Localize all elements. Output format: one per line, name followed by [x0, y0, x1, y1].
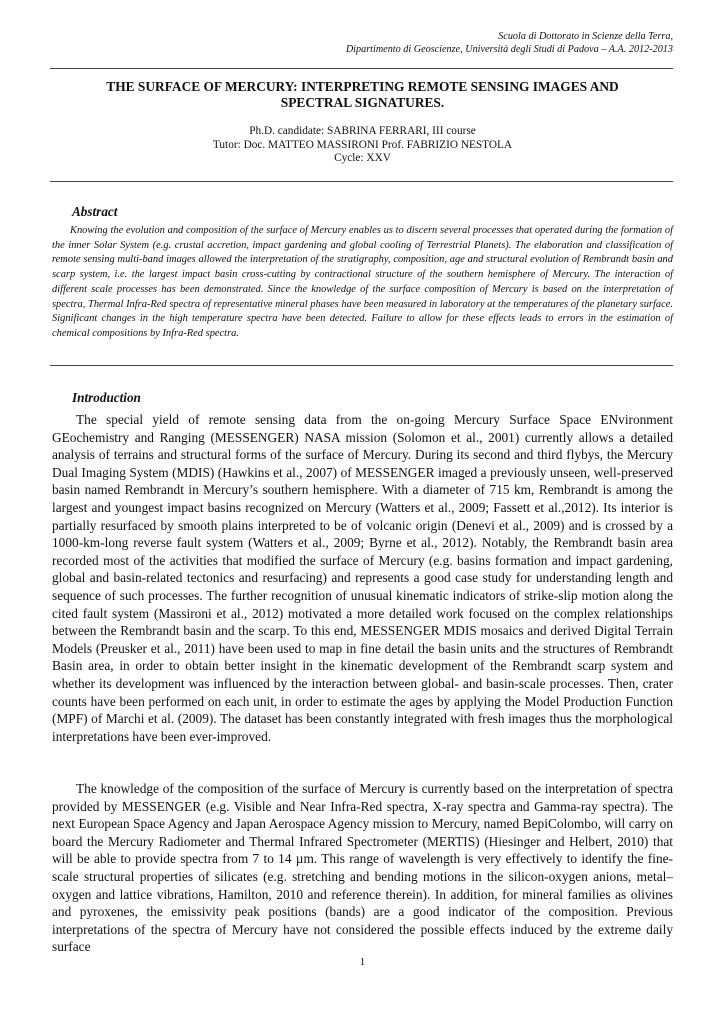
header-divider: [50, 68, 673, 69]
abstract-top-divider: [50, 181, 673, 182]
abstract-body: Knowing the evolution and composition of the surface of Mercury enables us to discern several processes that operated during the formation of the inner Solar System (e.g. crustal accretion, impact gardening and global cooling of Terrestrial Planets). The elaboration and classification of remote sensing multi-band images allowed the interpretation of the stratigraphy, composition, age and structural evolution of Rembrandt basin and scarp system, i.e. the largest impact basin cross-cutting by contractional structure of the southern hemisphere of Mercury. The interaction of different scale processes has been demonstrated. Since the knowledge of the surface composition of Mercury is based on the interpretation of spectra, Thermal Infra-Red spectra of representative mineral phases have been measured in laboratory at the temperatures of the planetary surface. Significant changes in the high temperature spectra have been detected. Failure to allow for these effects leads to errors in the estimation of chemical compositions by Infra-Red spectra.: [52, 225, 673, 339]
page-header: [50, 30, 673, 56]
introduction-paragraph-2: The knowledge of the composition of the surface of Mercury is currently based on the interpretation of spectra provided by MESSENGER (e.g. Visible and Near Infra-Red spectra, X-ray spectra and Gamma-ray spectra). The next European Space Agency and Japan Aerospace Agency mission to Mercury, named BepiColombo, will carry on board the Mercury Radiometer and Thermal Infrared Spectrometer (MERTIS) (Hiesinger and Helbert, 2010) that will be able to provide spectra from 7 to 14 µm. This range of wavelength is very effectively to identify the fine-scale structural properties of silicates (e.g. stretching and bending motions in the silicon-oxygen anions, metal–oxygen and lattice vibrations, Hamilton, 2010 and reference therein). In addition, for mineral families as olivines and pyroxenes, the emissivity peak positions (bands) are a good indicator of the composition. Previous interpretations of the spectra of Mercury have not considered the possible effects induced by the extreme daily surface: [52, 781, 673, 955]
header-school: Scuola di Dottorato in Scienze della Terra,: [498, 31, 673, 42]
page-number: 1: [359, 956, 366, 968]
abstract-bottom-divider: [50, 365, 673, 366]
header-department: Dipartimento di Geoscienze, Università degli Studi di Padova – A.A. 2012-2013: [345, 44, 673, 55]
author-block: [60, 125, 665, 166]
introduction-paragraph-1: The special yield of remote sensing data from the on-going Mercury Surface Space ENvironment GEochemistry and Ranging (MESSENGER) NASA mission (Solomon et al., 2001) currently allows a detailed analysis of terrains and structural forms of the surface of Mercury. During its second and third flybys, the Mercury Dual Imaging System (MDIS) (Hawkins et al., 2007) of MESSENGER imaged a previously unseen, well-preserved basin named Rembrandt in Mercury’s southern hemisphere. With a diameter of 715 km, Rembrandt is among the largest and youngest impact basins recognized on Mercury (Watters et al., 2009; Fassett et al.,2012). Its interior is partially resurfaced by smooth plains interpreted to be of volcanic origin (Denevi et al., 2009) and is crossed by a 1000-km-long reverse fault system (Watters et al., 2009; Byrne et al., 2012). Notably, the Rembrandt basin area recorded most of the activities that modified the surface of Mercury (e.g. basins formation and impact gardening, global and basin-related tectonics and resurfacing) and represents a good case study for understanding length and sequence of such processes. The further recognition of unusual kinematic indicators of strike-slip motion along the cited fault system (Massironi et al., 2012) motivated a more detailed work focused on the complex relationships between the Rembrandt basin and the scarp. To this end, MESSENGER MDIS mosaics and derived Digital Terrain Models (Preusker et al., 2011) have been used to map in fine detail the basin units and the structures of Rembrandt Basin area, in order to obtain better insight in the kinematic development of the Rembrandt scarp system and whether its development was influenced by the interaction between global- and basin-scale processes. Then, crater counts have been performed on each unit, in order to estimate the ages by applying the Model Production Function (MPF) of Marchi et al. (2009). The dataset has been constantly integrated with fresh images thus the morphological interpretations have been ever-improved.: [52, 412, 673, 744]
tutor-line: Tutor: Doc. MATTEO MASSIRONI Prof. FABRIZIO NESTOLA: [212, 138, 513, 151]
abstract-heading: Abstract: [72, 204, 118, 219]
paper-title: [60, 79, 665, 111]
introduction-heading: Introduction: [72, 390, 141, 405]
title-line-1: THE SURFACE OF MERCURY: INTERPRETING REMOTE SENSING IMAGES AND: [106, 79, 619, 94]
candidate-line: Ph.D. candidate: SABRINA FERRARI, III course: [249, 125, 476, 137]
cycle-line: Cycle: XXV: [334, 152, 391, 164]
title-line-2: SPECTRAL SIGNATURES.: [280, 95, 445, 110]
